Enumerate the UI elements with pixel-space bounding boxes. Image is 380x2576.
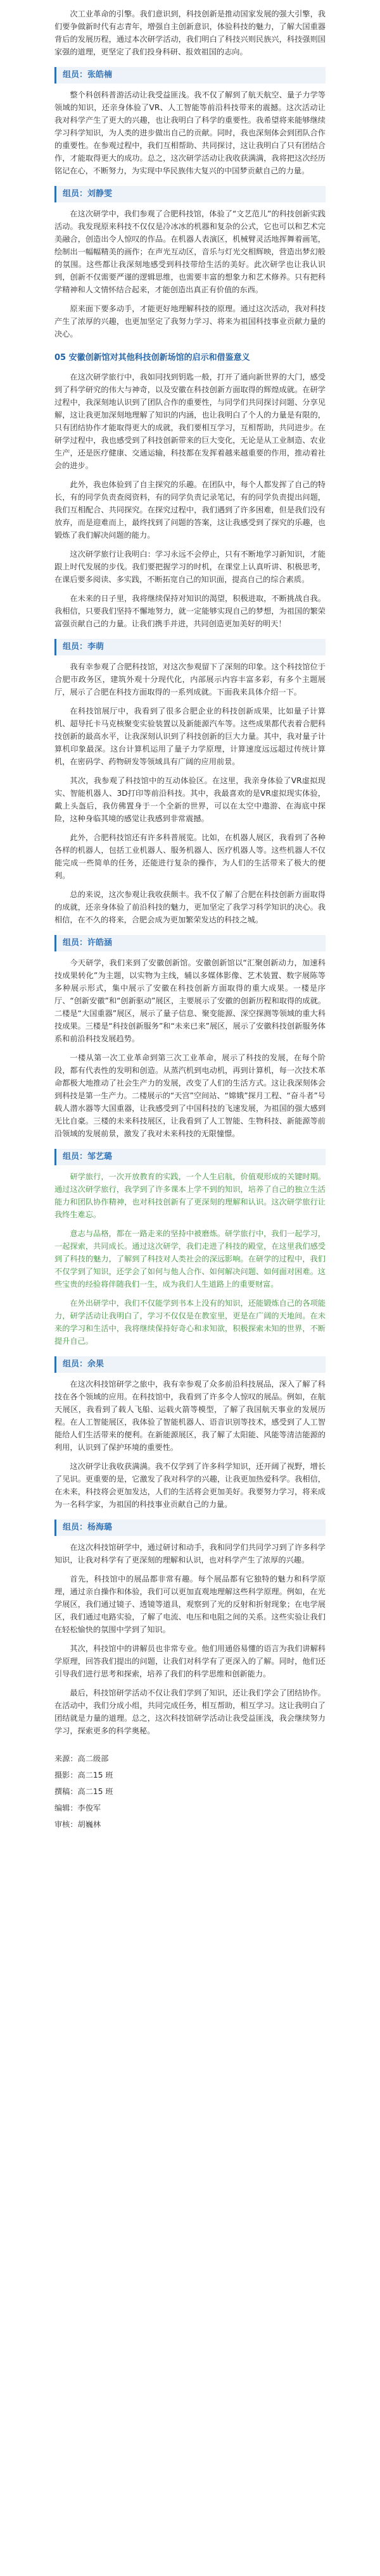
group-label: 组员：余果 xyxy=(54,1356,326,1373)
group-label: 组员：杨海璐 xyxy=(54,1520,326,1536)
section-title: 05 安徽创新馆对其他科技创新场馆的启示和借鉴意义 xyxy=(54,353,250,362)
credit-source: 来源：高二级部 xyxy=(54,1754,109,1763)
group-zhang xyxy=(54,67,326,177)
paragraph: 这次研学旅行让我明白：学习永远不会停止，只有不断地学习新知识，才能跟上时代发展的步伐。我们要把握学习的时机，在课堂上认真听讲、积极思考，在课后要多阅读、多实践，不断拓宽自己的知识面，提高自己的综合素质。 xyxy=(54,550,326,584)
paragraph: 在未来的日子里，我将继续保持对知识的渴望，积极进取，不断挑战自我。我相信，只要我们坚持不懈地努力，就一定能够实现自己的梦想，为祖国的繁荣富强贡献自己的力量。让我们携手并进，共同创造更加美好的明天！ xyxy=(54,594,326,628)
paragraph: 今天研学，我们来到了安徽创新馆。安徽创新馆以“汇聚创新动力，加速科技成果转化”为主题，以实物为主线，辅以多媒体影像、艺术装置、数字展陈等多种展示形式，集中展示了安徽在科技创新方面取得的重大成果。一楼是序厅、“创新安徽”和“创新驱动”展区，主要展示了安徽的创新历程和取得的成就。二楼是“大国重器”展区，展示了量子信息、聚变能源、深空探测等领域的重大科技成果。三楼是“科技创新服务”和“未来已来”展区，展示了安徽科技创新服务体系和前沿科技发展趋势。 xyxy=(54,958,326,1043)
paragraph: 在这次科技馆研学之旅中，我有幸参观了众多前沿科技展品，深入了解了科技在各个领域的应用。在科技馆中，我看到了许多令人惊叹的展品。例如，在航天展区，我看到了载人飞船、运载火箭等模型，了解了我国航天事业的发展历程。在人工智能展区，我体验了智能机器人、语音识别等技术，感受到了人工智能给人们生活带来的便利。在新能源展区，我了解了太阳能、风能等清洁能源的利用，认识到了保护环境的重要性。 xyxy=(54,1380,326,1452)
group-xu xyxy=(54,935,326,1140)
paragraph: 在科技馆展厅中，我看到了很多合肥企业的科技创新成果，比如量子计算机、超导托卡马克核聚变实验装置以及新能源汽车等。这些成果都代表着合肥科技创新的最高水平，让我深刻认识到了科技创新的巨大力量。其中，我对量子计算机印象最深。这台计算机运用了量子力学原理，计算速度远远超过传统计算机，在密码学、药物研发等领域具有广阔的应用前景。 xyxy=(54,707,326,766)
group-label: 组员：许皓涵 xyxy=(54,935,326,951)
paragraph: 研学旅行，一次开放教育的实践，一个人生启航，价值观形成的关键时期。通过这次研学旅行，我学到了许多课本上学不到的知识，培养了自己的独立生活能力和团队协作精神，也对科技创新有了更深刻的理解和认识。这次研学旅行让我终生难忘。 xyxy=(54,1172,326,1219)
paragraph: 一楼从第一次工业革命到第三次工业革命，展示了科技的发展，在每个阶段，都有代表性的发明和创造。从蒸汽机到电动机，再到计算机，每一次技术革命都极大地推动了社会生产力的发展，改变了人们的生活方式。这让我深刻体会到科技是第一生产力。二楼展示的“天宫”空间站、“嫦娥”探月工程、“奋斗者”号载人潜水器等大国重器，让我感受到了中国科技的飞速发展，为祖国的强大感到无比自豪。三楼的未来科技展区，让我看到了人工智能、生物科技、新能源等前沿领域的发展前景，激发了我对未来科技的无限憧憬。 xyxy=(54,1053,326,1138)
paragraph: 在外出研学中，我们不仅能学到书本上没有的知识，还能锻炼自己的各项能力，研学活动让我明白了，学习不仅仅是在教室里，更是在广阔的天地间。在未来的学习和生活中，我将继续保持好奇心和求知欲，积极探索未知的世界，不断提升自己。 xyxy=(54,1299,326,1346)
paragraph: 其次，我参观了科技馆中的互动体验区。在这里，我亲身体验了VR虚拟现实、智能机器人、3D打印等前沿科技。其中，我最喜欢的是VR虚拟现实体验，戴上头盔后，我仿佛置身于一个全新的世界，可以在太空中遨游、在海底中探险，这种身临其境的感觉让我感到非常震撼。 xyxy=(54,776,326,823)
paragraph: 此外，合肥科技馆还有许多科普展览。比如，在机器人展区，我看到了各种各样的机器人，包括工业机器人、服务机器人、医疗机器人等。这些机器人不仅能完成一些简单的任务，还能进行复杂的操作，为人们的生活带来了极大的便利。 xyxy=(54,833,326,880)
group-liu xyxy=(54,186,326,340)
paragraph: 首先，科技馆中的展品都非常有趣。每个展品都有它独特的魅力和科学原理，通过亲自操作和体验，我们可以更加直观地理解这些科学原理。例如，在光学展区，我们通过镜子、透镜等道具，观察到了光的反射和折射现象；在电学展区，我们通过电路实验，了解了电流、电压和电阻之间的关系。这些实验让我们在轻松愉快的氛围中学到了知识。 xyxy=(54,1575,326,1634)
credit-photo: 摄影：高二15 班 xyxy=(54,1771,113,1780)
credits xyxy=(54,1752,326,1831)
intro-section xyxy=(54,8,326,58)
paragraph: 整个科创科普游活动让我受益匪浅。我不仅了解到了航天航空、量子力学等领域的知识，还亲身体验了VR、人工智能等前沿科技带来的震撼。这次活动让我对科学产生了更大的兴趣，也让我明白了科学的重要性。我希望将来能够继续学习科学知识，为人类的进步做出自己的贡献。同时，我也深刻体会到团队合作的重要性。在参观过程中，我们互相帮助、共同探讨，这让我明白了只有团结合作，才能取得更大的成功。总之，这次研学活动让我收获满满，我将把这次经历铭记在心，不断努力，为实现中华民族伟大复兴的中国梦贡献自己的力量。 xyxy=(54,90,326,175)
credit-review: 审核：胡巍林 xyxy=(54,1820,101,1829)
group-zou xyxy=(54,1149,326,1347)
paragraph: 此外，我也体验到了自主探究的乐趣。在团队中，每个人都发挥了自己的特长，有的同学负责查阅资料，有的同学负责记录笔记，有的同学负责提出问题，我们互相配合、共同探究。在探究过程中，我们遇到了许多困难，但是我们没有放弃，而是迎难而上，最终找到了问题的答案，这让我感受到了探究的乐趣，也锻炼了我们解决问题的能力。 xyxy=(54,480,326,540)
credit-text: 撰稿：高二15 班 xyxy=(54,1787,113,1796)
paragraph: 总的来说，这次参观让我收获颇丰。我不仅了解了合肥在科技创新方面取得的成就，还亲身体验了前沿科技的魅力，更加坚定了我学习科学知识的决心。我相信，在不久的将来，合肥会成为更加繁荣发达的科技之城。 xyxy=(54,890,326,924)
paragraph: 最后，科技馆研学活动不仅让我们学到了知识，还让我们学会了团结协作。在活动中，我们分成小组，共同完成任务，相互帮助，相互学习。这让我明白了团结就是力量的道理。总之，这次科技馆研学活动让我受益匪浅，我会继续努力学习，探索更多的科学奥秘。 xyxy=(54,1688,326,1735)
credit-editor: 编辑：李俊军 xyxy=(54,1804,101,1812)
paragraph: 在这次研学旅行中，我如同找到钥匙一般，打开了通向新世界的大门，感受到了科学研究的伟大与神奇，以及安徽在科技创新方面取得的辉煌成就。在研学过程中，我深刻地认识到了团队合作的重要性，与同学们共同探讨问题、分享见解，这让我更加深刻地理解了知识的内涵，也让我明白了个人的力量是有限的，只有团结协作才能取得更大的成就，我们要相互学习，互相帮助，共同进步。在研学过程中，我也感受到了科技创新带来的巨大变化，无论是从工业制造、农业生产，还是医疗健康、交通运输，科技都在发挥着越来越重要的作用，推动着社会的进步。 xyxy=(54,373,326,470)
group-label: 组员：邹艺璐 xyxy=(54,1149,326,1165)
paragraph: 次工业革命的引擎。我们意识到，科技创新是推动国家发展的强大引擎，我们要争做新时代有志青年，增强自主创新意识，体验科技的魅力，了解大国重器背后的发展历程，通过本次研学活动，我们明白了科技兴则民族兴，科技强则国家强的道理，更坚定了我们投身科研、报效祖国的志向。 xyxy=(54,9,326,56)
paragraph: 在这次科技馆研学中，通过研讨和动手，我和同学们共同学习到了许多科学知识，让我对科学有了更深刻的理解和认识，也对科学产生了浓厚的兴趣。 xyxy=(54,1543,326,1564)
paragraph: 意志与品格，都在一路走来的坚持中被磨炼。研学旅行中，我们一起学习，一起探索，共同成长。通过这次研学，我们走进了科技的殿堂，在这里我们感受到了科技的魅力，了解到了科技对人类社会的深远影响。在研学的过程中，我们不仅学到了知识，还学会了如何与他人合作、如何解决问题、如何面对困难。这些宝贵的经验将伴随我们一生，成为我们人生道路上的重要财富。 xyxy=(54,1229,326,1289)
group-label: 组员：李萌 xyxy=(54,639,326,655)
paragraph: 其次，科技馆中的讲解员也非常专业。他们用通俗易懂的语言为我们讲解科学原理，回答我们提出的问题，让我们对科学有了更深入的了解。同时，他们还引导我们进行思考和探索，培养了我们的科学思维和创新能力。 xyxy=(54,1644,326,1678)
paragraph: 在这次研学中，我们参观了合肥科技馆，体验了“文艺范儿”的科技创新实践活动。我发现原来科技不仅仅是冷冰冰的机器和复杂的公式，它也可以和艺术完美融合，创造出令人惊叹的作品。在机器人表演区，机械臂灵活地挥舞着画笔，绘制出一幅幅精美的画作；在声光互动区，音乐与灯光交相辉映，营造出梦幻般的氛围。这些都让我深刻地感受到科技带给生活的美好。此次研学也让我认识到，创新不仅需要严谨的逻辑思维，也需要丰富的想象力和艺术修养。只有把科学精神和人文情怀结合起来，才能创造出真正有价值的东西。 xyxy=(54,209,326,294)
group-yang xyxy=(54,1520,326,1737)
paragraph: 我有幸参观了合肥科技馆，对这次参观留下了深刻的印象。这个科技馆位于合肥市政务区，建筑外观十分现代化，内部展示内容丰富多彩，有多个主题展厅，展示了合肥在科技方面取得的一系列成就。下面我来具体介绍一下。 xyxy=(54,662,326,697)
group-label: 组员：刘静雯 xyxy=(54,186,326,202)
group-li xyxy=(54,639,326,926)
paragraph: 这次研学让我收获满满。我不仅学到了许多科学知识，还开阔了视野，增长了见识。更重要的是，它激发了我对科学的兴趣，让我更加热爱科学。我相信，在未来，科技将会更加发达，人们的生活将会更加美好。我要努力学习，将来成为一名科学家，为祖国的科技事业贡献自己的力量。 xyxy=(54,1462,326,1509)
group-yu xyxy=(54,1356,326,1511)
section-05 xyxy=(54,352,326,630)
paragraph: 原来面下要多动手，才能更好地理解科技的原理。通过这次活动，我对科技产生了浓厚的兴趣，也更加坚定了我努力学习、将来为祖国科技事业贡献力量的决心。 xyxy=(54,304,326,338)
group-label: 组员：张皓楠 xyxy=(54,67,326,84)
